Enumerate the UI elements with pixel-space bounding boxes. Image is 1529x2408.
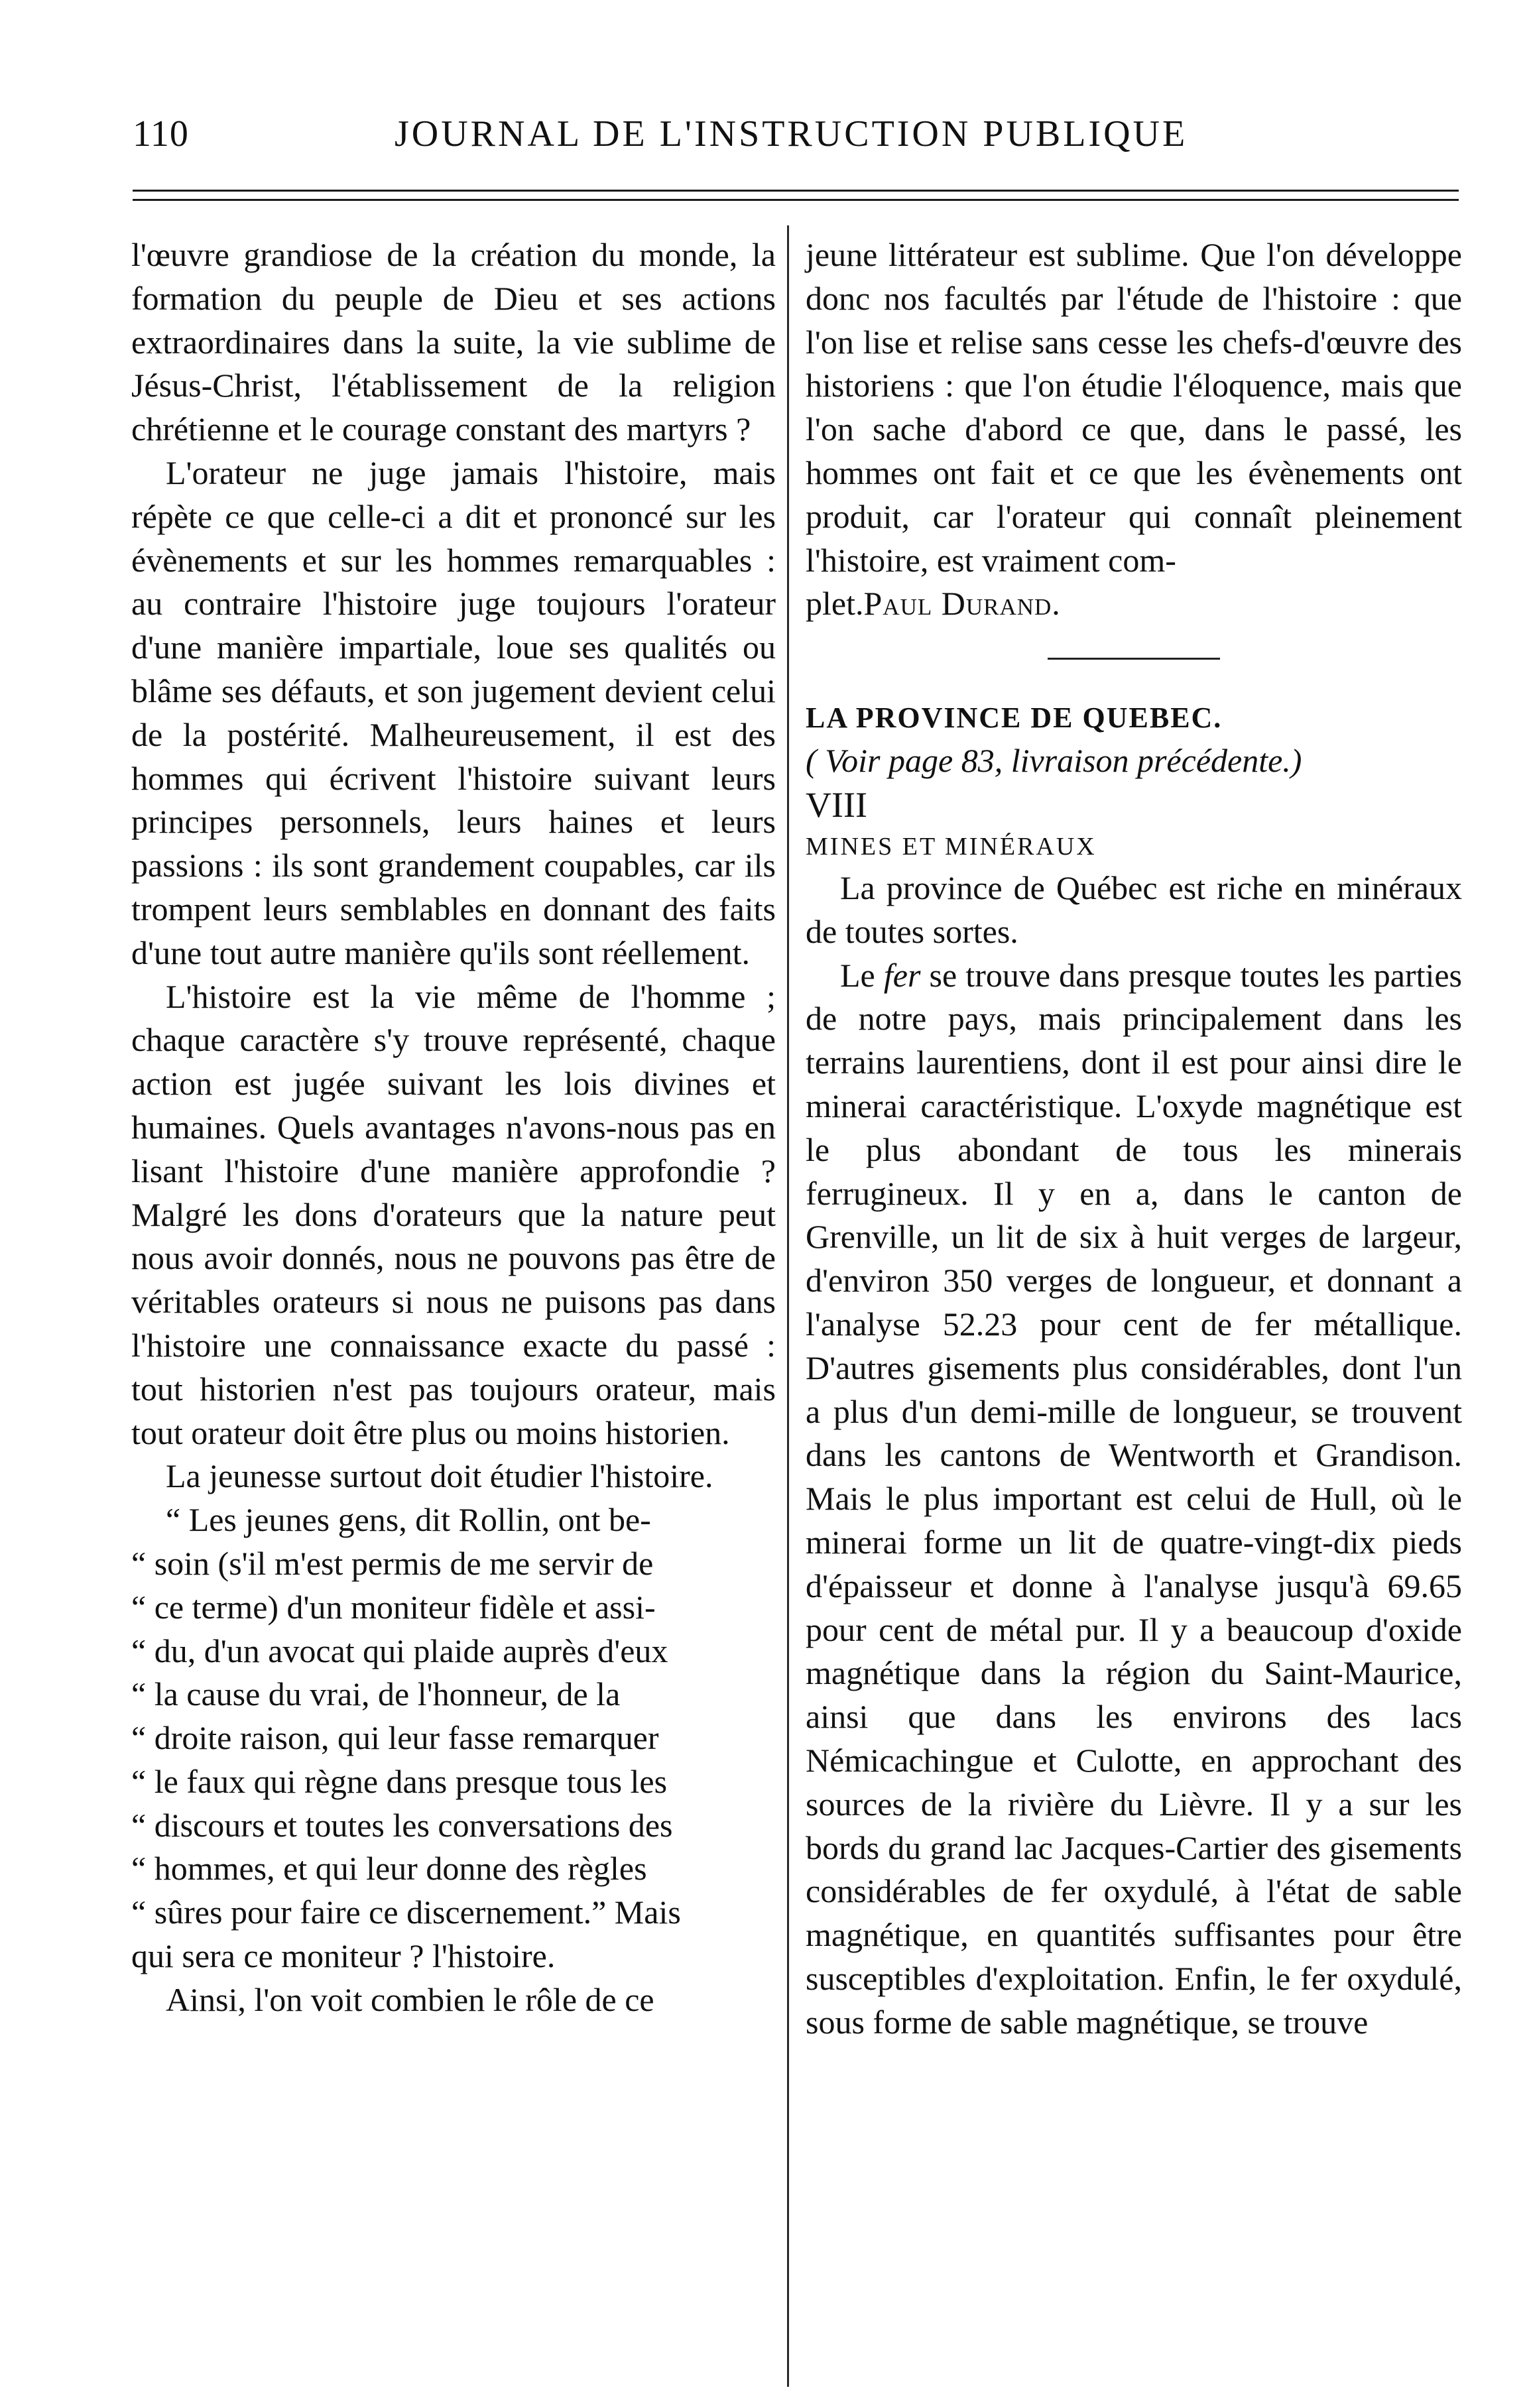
paragraph: L'histoire est la vie même de l'homme ; chaque caractère s'y trouve représenté, chaque action est jugée suivant les lois divines et humaines. Quels avantages n'avons-nous pas en lisant l'histoire d'une manière approfondie ? Malgré les dons d'orateurs que la nature peut nous avoir donnés, nous ne pouvons pas être de véritables orateurs si nous ne puisons pas dans l'histoire une connaissance exacte du passé : tout historien n'est pas toujours orateur, mais tout orateur doit être plus ou moins historien. bbox=[131, 977, 776, 1451]
quote-line: “ du, d'un avocat qui plaide auprès d'eux bbox=[131, 1632, 668, 1669]
chapter-title: MINES ET MINÉRAUX bbox=[806, 832, 1097, 861]
quote-line: “ droite raison, qui leur fasse remarquer bbox=[131, 1719, 659, 1757]
chapter-number: VIII bbox=[806, 784, 867, 825]
left-column bbox=[131, 233, 776, 2022]
quote-line: “ Les jeunes gens, dit Rollin, ont be- bbox=[166, 1501, 651, 1539]
header-rule-top bbox=[133, 190, 1459, 192]
text-run: Le bbox=[840, 956, 875, 994]
paragraph: l'œuvre grandiose de la création du monde, la formation du peuple de Dieu et ses actions extraordinaires dans la suite, la vie sublime de Jésus-Christ, l'établissement de la religion chrétienne et le courage constant des martyrs ? bbox=[131, 236, 776, 448]
rollin-quote bbox=[131, 1498, 776, 1978]
emphasis-fer: fer bbox=[883, 956, 921, 994]
reference-note: ( Voir page 83, livraison précédente.) bbox=[806, 742, 1302, 780]
paragraph: Ainsi, l'on voit combien le rôle de ce bbox=[166, 1980, 654, 2018]
paragraph-end: plet. bbox=[806, 585, 864, 623]
paragraph: jeune littérateur est sublime. Que l'on développe donc nos facultés par l'étude de l'histoire : que l'on lise et relise sans cesse les chefs-d'œuvre des historiens : que l'on étudie l'éloquence, mais que l'on sache d'abord ce que, dans le passé, les hommes ont fait et ce que les évènements ont produit, car l'orateur qui connaît pleinement l'histoire, est vraiment com- bbox=[806, 236, 1462, 579]
header-rule-bottom bbox=[133, 199, 1459, 201]
paragraph bbox=[806, 954, 1462, 2045]
quote-line: “ la cause du vrai, de l'honneur, de la bbox=[131, 1675, 621, 1713]
paragraph: La jeunesse surtout doit étudier l'histoire. bbox=[166, 1457, 713, 1495]
quote-line: qui sera ce moniteur ? l'histoire. bbox=[131, 1937, 556, 1975]
column-divider bbox=[787, 225, 789, 2387]
section-title: LA PROVINCE DE QUEBEC. bbox=[806, 701, 1223, 735]
author-signature: Paul Durand. bbox=[863, 585, 1061, 623]
page-number: 110 bbox=[133, 113, 189, 154]
paragraph: La province de Québec est riche en minéraux de toutes sortes. bbox=[806, 869, 1462, 950]
quote-line: “ sûres pour faire ce discernement.” Mais bbox=[131, 1894, 681, 1931]
quote-line: “ discours et toutes les conversations des bbox=[131, 1806, 673, 1844]
quote-line: “ ce terme) d'un moniteur fidèle et assi- bbox=[131, 1588, 656, 1626]
running-title: JOURNAL DE L'INSTRUCTION PUBLIQUE bbox=[395, 113, 1188, 154]
quote-line: “ le faux qui règne dans presque tous les bbox=[131, 1762, 668, 1800]
page-header bbox=[126, 113, 1452, 172]
quote-line: “ hommes, et qui leur donne des règles bbox=[131, 1850, 647, 1888]
signature-line bbox=[806, 582, 1462, 626]
paragraph: L'orateur ne juge jamais l'histoire, mais répète ce que celle-ci a dit et prononcé sur les évènements et sur les hommes remarquables : au contraire l'histoire juge toujours l'orateur d'une manière impartiale, loue ses qualités ou blâme ses défauts, et son jugement devient celui de la postérité. Malheureusement, il est des hommes qui écrivent l'histoire suivant leurs principes personnels, leurs haines et leurs passions : ils sont grandement coupables, car ils trompent leurs semblables en donnant des faits d'une tout autre manière qu'ils sont réellement. bbox=[131, 453, 776, 971]
quote-line: “ soin (s'il m'est permis de me servir de bbox=[131, 1544, 654, 1582]
right-column bbox=[806, 233, 1462, 2044]
text-run: se trouve dans presque toutes les parties de notre pays, mais principalement dans les terrains laurentiens, dont il est pour ainsi dire le minerai caractéristique. L'oxyde magnétique est le plus abondant de tous les minerais ferrugineux. Il y en a, dans le canton de Grenville, un lit de six à huit verges de largeur, d'environ 350 verges de longueur, et donnant a l'analyse 52.23 pour cent de fer métallique. D'autres gisements plus considérables, dont l'un a plus d'un demi-mille de longueur, se trouvent dans les cantons de Wentworth et Grandison. Mais le plus important est celui de Hull, où le minerai forme un lit de quatre-vingt-dix pieds d'épaisseur et donne à l'analyse jusqu'à 69.65 pour cent de métal pur. Il y a beaucoup d'oxide magnétique dans la région du Saint-Maurice, ainsi que dans les environs des lacs Némicachingue et Culotte, en approchant des sources de la rivière du Lièvre. Il y a sur les bords du grand lac Jacques-Cartier des gisements considérables de fer oxydulé, à l'état de sable magnétique, en quantités suffisantes pour être susceptibles d'exploitation. Enfin, le fer oxydulé, sous forme de sable magnétique, se trouve bbox=[806, 956, 1463, 2041]
section-separator bbox=[1048, 658, 1220, 660]
